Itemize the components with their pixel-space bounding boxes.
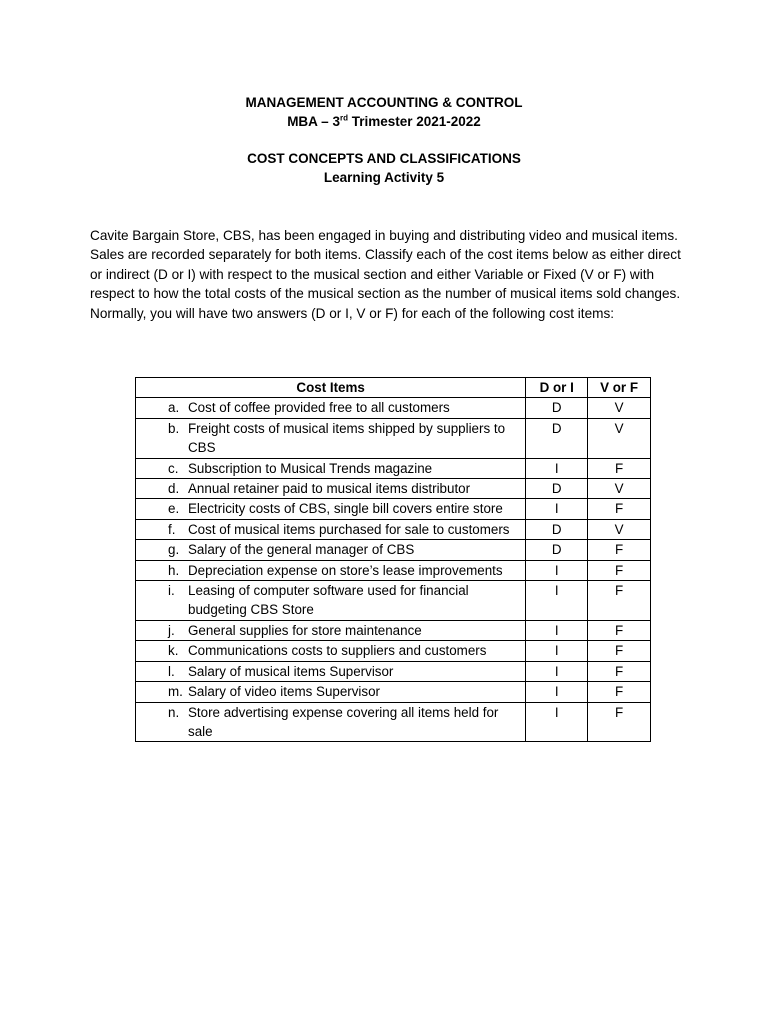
table-row [136, 641, 651, 661]
header-cost-items: Cost Items [136, 378, 526, 398]
table-row [136, 581, 651, 621]
header-v-or-f: V or F [588, 378, 651, 398]
table-row [136, 398, 651, 418]
cost-item-cell [136, 479, 526, 499]
item-description: Subscription to Musical Trends magazine [188, 460, 433, 476]
cost-item-cell [136, 661, 526, 681]
topic-title: COST CONCEPTS AND CLASSIFICATIONS [247, 151, 521, 166]
item-letter: j. [168, 622, 175, 638]
activity-title: Learning Activity 5 [323, 170, 445, 185]
item-description: Cost of musical items purchased for sale to customers [188, 521, 510, 537]
table-row [136, 661, 651, 681]
item-letter: c. [168, 460, 179, 476]
d-or-i-cell: D [526, 540, 588, 560]
d-or-i-cell: I [526, 702, 588, 742]
item-letter: e. [168, 501, 180, 517]
d-or-i-cell: I [526, 499, 588, 519]
item-letter: i. [168, 583, 175, 599]
d-or-i-cell: I [526, 641, 588, 661]
cost-item-cell [136, 540, 526, 560]
v-or-f-cell: F [588, 540, 651, 560]
cost-item-cell [136, 398, 526, 418]
d-or-i-cell: D [526, 398, 588, 418]
item-letter: l. [168, 663, 175, 679]
intro-paragraph: Cavite Bargain Store, CBS, has been engaged in buying and distributing video and musical items. Sales are recorded separately for both items. Classify each of the cost items below as either direct or indirect (D or I) with respect to the musical section and either Variable or Fixed (V or F) with respect to how the total costs of the musical section as the number of musical items sold changes. Normally, you will have two answers (D or I, V or F) for each of the following cost items: [90, 228, 681, 321]
table-row [136, 702, 651, 742]
table-row [136, 519, 651, 539]
item-description: Salary of video items Supervisor [188, 684, 381, 700]
table-row [136, 479, 651, 499]
item-description: Freight costs of musical items shipped by suppliers to CBS [188, 420, 506, 456]
d-or-i-cell: I [526, 661, 588, 681]
table-header-row [136, 378, 651, 398]
item-letter: b. [168, 420, 180, 436]
item-description: Depreciation expense on store’s lease improvements [188, 562, 503, 578]
program-suffix: Trimester 2021-2022 [347, 114, 481, 129]
item-description: General supplies for store maintenance [188, 622, 422, 638]
cost-item-cell [136, 519, 526, 539]
cost-item-cell [136, 560, 526, 580]
document-header [0, 93, 768, 187]
item-description: Leasing of computer software used for financial budgeting CBS Store [188, 583, 469, 618]
cost-item-cell [136, 682, 526, 702]
item-letter: n. [168, 704, 180, 720]
table-row [136, 620, 651, 640]
item-description: Annual retainer paid to musical items distributor [188, 481, 471, 497]
table-row [136, 458, 651, 478]
v-or-f-cell: F [588, 641, 651, 661]
d-or-i-cell: I [526, 620, 588, 640]
v-or-f-cell: F [588, 661, 651, 681]
cost-items-table [135, 377, 651, 742]
item-letter: d. [168, 481, 180, 497]
program-prefix: MBA – 3 [287, 114, 340, 129]
item-letter: k. [168, 643, 179, 659]
cost-item-cell [136, 620, 526, 640]
header-d-or-i: D or I [526, 378, 588, 398]
v-or-f-cell: F [588, 620, 651, 640]
table-row [136, 540, 651, 560]
d-or-i-cell: D [526, 519, 588, 539]
item-description: Store advertising expense covering all items held for sale [188, 704, 499, 739]
d-or-i-cell: I [526, 682, 588, 702]
cost-item-cell [136, 418, 526, 458]
v-or-f-cell: F [588, 702, 651, 742]
item-letter: g. [168, 542, 180, 558]
item-description: Salary of musical items Supervisor [188, 663, 394, 679]
v-or-f-cell: V [588, 398, 651, 418]
item-description: Cost of coffee provided free to all customers [188, 400, 450, 416]
table-body [136, 398, 651, 742]
item-letter: h. [168, 562, 180, 578]
v-or-f-cell: V [588, 418, 651, 458]
item-description: Salary of the general manager of CBS [188, 542, 415, 558]
cost-item-cell [136, 702, 526, 742]
table-row [136, 418, 651, 458]
table-row [136, 560, 651, 580]
program-line [0, 112, 768, 131]
cost-item-cell [136, 581, 526, 621]
v-or-f-cell: V [588, 519, 651, 539]
v-or-f-cell: F [588, 560, 651, 580]
program-superscript: rd [339, 113, 348, 123]
course-title: MANAGEMENT ACCOUNTING & CONTROL [245, 95, 523, 110]
item-description: Communications costs to suppliers and customers [188, 643, 487, 659]
item-description: Electricity costs of CBS, single bill covers entire store [188, 501, 503, 517]
table-row [136, 682, 651, 702]
v-or-f-cell: F [588, 458, 651, 478]
item-letter: f. [168, 521, 176, 537]
v-or-f-cell: F [588, 581, 651, 621]
d-or-i-cell: I [526, 581, 588, 621]
table-row [136, 499, 651, 519]
item-letter: m. [168, 684, 183, 700]
d-or-i-cell: D [526, 418, 588, 458]
d-or-i-cell: I [526, 458, 588, 478]
cost-item-cell [136, 458, 526, 478]
v-or-f-cell: V [588, 479, 651, 499]
d-or-i-cell: D [526, 479, 588, 499]
v-or-f-cell: F [588, 499, 651, 519]
item-letter: a. [168, 400, 180, 416]
d-or-i-cell: I [526, 560, 588, 580]
cost-item-cell [136, 641, 526, 661]
cost-item-cell [136, 499, 526, 519]
v-or-f-cell: F [588, 682, 651, 702]
